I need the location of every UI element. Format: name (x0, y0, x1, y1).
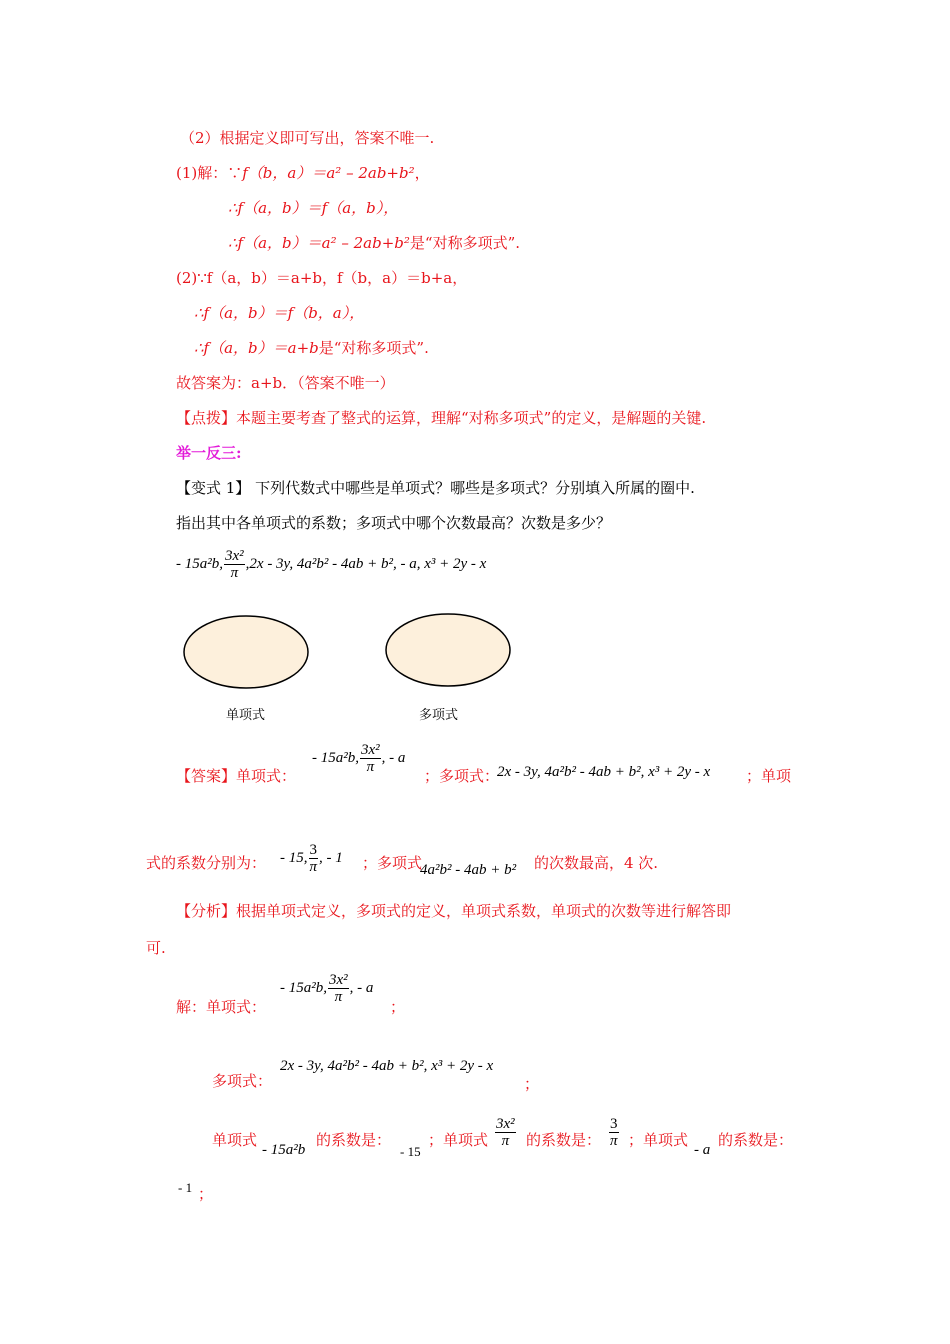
coef-value-2-numerator: 3 (610, 1116, 618, 1132)
coef-term-1: - 15a²b (262, 1142, 306, 1158)
coef-value-2 (608, 1116, 620, 1149)
expression-list (176, 548, 486, 581)
solution-fraction-numerator: 3x² (329, 972, 348, 988)
coef-term-2 (494, 1116, 517, 1149)
expr-fraction (224, 548, 245, 581)
coef-value-3: - 1 (178, 1180, 193, 1195)
text-line-3: ∴f（a，b）＝f（a，b）， (228, 199, 399, 217)
text-line-4 (228, 233, 520, 253)
answer-poly-label: ；多项式： (424, 767, 500, 785)
solution-semicolon-2: ； (524, 1075, 540, 1093)
coef-value-2-fraction (609, 1116, 619, 1149)
coef-label-1: 单项式 (212, 1131, 258, 1149)
line-2-math: f（b，a）＝a² – 2ab+b² (242, 164, 415, 182)
coef-sep-2: ；单项式 (628, 1131, 689, 1149)
text-line-7 (194, 338, 429, 358)
solution-monomial-label: 解：单项式： (176, 998, 267, 1016)
text-line-2 (176, 163, 430, 183)
text-line-9: 【点拨】本题主要考查了整式的运算，理解“对称多项式”的定义，是解题的关键. (176, 409, 707, 427)
highest-degree-polynomial: 4a²b² - 4ab + b² (420, 862, 517, 878)
coef-value-1: - 15 (400, 1144, 421, 1159)
solution-semicolon-1: ； (390, 998, 406, 1016)
answer-fraction-denominator: π (366, 759, 375, 775)
coefficient-a: - 15, (280, 849, 308, 866)
answer-fraction (360, 742, 381, 775)
answer-continue: ；单项 (746, 767, 792, 785)
solution-fraction (328, 972, 349, 1005)
coef-value-2-denominator: π (609, 1133, 618, 1149)
answer-line-2-prefix: 式的系数分别为： (146, 854, 267, 872)
analysis-line-1: 【分析】根据单项式定义，多项式的定义，单项式系数，单项式的次数等进行解答即 (176, 902, 732, 920)
answer-fraction-numerator: 3x² (361, 742, 380, 758)
coefficient-fraction (309, 842, 319, 875)
polynomial-circle[interactable] (386, 614, 510, 686)
line-2-prefix: (1)解：∵ (176, 164, 243, 182)
line-7-suffix: 是“对称多项式”. (318, 339, 429, 357)
answer-line-1 (176, 766, 296, 786)
expr-part-a: - 15a²b, (176, 555, 223, 572)
answer-coefficients (280, 842, 343, 875)
solution-polynomials: 2x - 3y, 4a²b² - 4ab + b², x³ + 2y - x (280, 1058, 494, 1074)
line-4-suffix: 是“对称多项式”. (409, 234, 521, 252)
answer-line-2-end: 的次数最高，4 次. (534, 854, 659, 872)
text-line-8: 故答案为：a+b．（答案不唯一） (176, 374, 395, 392)
solution-monomial-a: - 15a²b, (280, 979, 327, 996)
fraction-denominator: π (230, 565, 239, 581)
answer-label: 【答案】单项式： (176, 767, 297, 785)
analysis-line-2: 可. (146, 939, 166, 957)
coef-term-2-fraction (495, 1116, 516, 1149)
question-instruction: 指出其中各单项式的系数；多项式中哪个次数最高？次数是多少？ (176, 514, 612, 532)
coef-term-2-denominator: π (501, 1133, 510, 1149)
coef-is-2: 的系数是： (526, 1131, 602, 1149)
coefficient-fraction-denominator: π (309, 859, 317, 875)
solution-polynomial-label: 多项式： (212, 1072, 273, 1090)
coef-term-2-numerator: 3x² (496, 1116, 515, 1132)
coefficient-b: , - 1 (319, 849, 343, 866)
answer-monomials (312, 742, 405, 775)
classification-circles (180, 612, 520, 694)
answer-monomial-b: , - a (381, 749, 406, 766)
answer-line-2-mid: ；多项式 (362, 854, 423, 872)
answer-polynomials: 2x - 3y, 4a²b² - 4ab + b², x³ + 2y - x (497, 764, 711, 780)
monomial-circle-label: 单项式 (226, 708, 266, 723)
line-7-math: ∴f（a，b）＝a+b (194, 339, 319, 357)
text-line-6: ∴f（a，b）＝f（b，a）， (194, 304, 365, 322)
solution-fraction-denominator: π (334, 989, 343, 1005)
section-heading: 举一反三: (176, 444, 242, 462)
solution-monomial-b: , - a (349, 979, 374, 996)
line-2-suffix: ， (414, 164, 430, 182)
polynomial-circle-label: 多项式 (419, 708, 459, 723)
text-line-5: (2)∵f（a，b）＝a+b，f（b，a）＝b+a， (176, 269, 468, 287)
coef-sep-1: ；单项式 (428, 1131, 489, 1149)
expr-part-b: ,2x - 3y, 4a²b² - 4ab + b², - a, x³ + 2y - x (245, 555, 487, 572)
coef-is-3: 的系数是： (718, 1131, 794, 1149)
text-line-1: （2）根据定义即可写出，答案不唯一. (180, 129, 435, 147)
coef-term-3: - a (694, 1142, 711, 1158)
coefficient-fraction-numerator: 3 (309, 842, 317, 858)
monomial-circle[interactable] (184, 616, 308, 688)
answer-monomial-a: - 15a²b, (312, 749, 359, 766)
solution-monomials (280, 972, 373, 1005)
fraction-numerator: 3x² (225, 548, 244, 564)
solution-semicolon-3: ； (198, 1185, 214, 1203)
variant-question: 【变式 1】 下列代数式中哪些是单项式？哪些是多项式？分别填入所属的圈中. (176, 479, 695, 497)
coef-is-1: 的系数是： (316, 1131, 392, 1149)
line-4-math: ∴f（a，b）＝a² – 2ab+b² (228, 234, 410, 252)
